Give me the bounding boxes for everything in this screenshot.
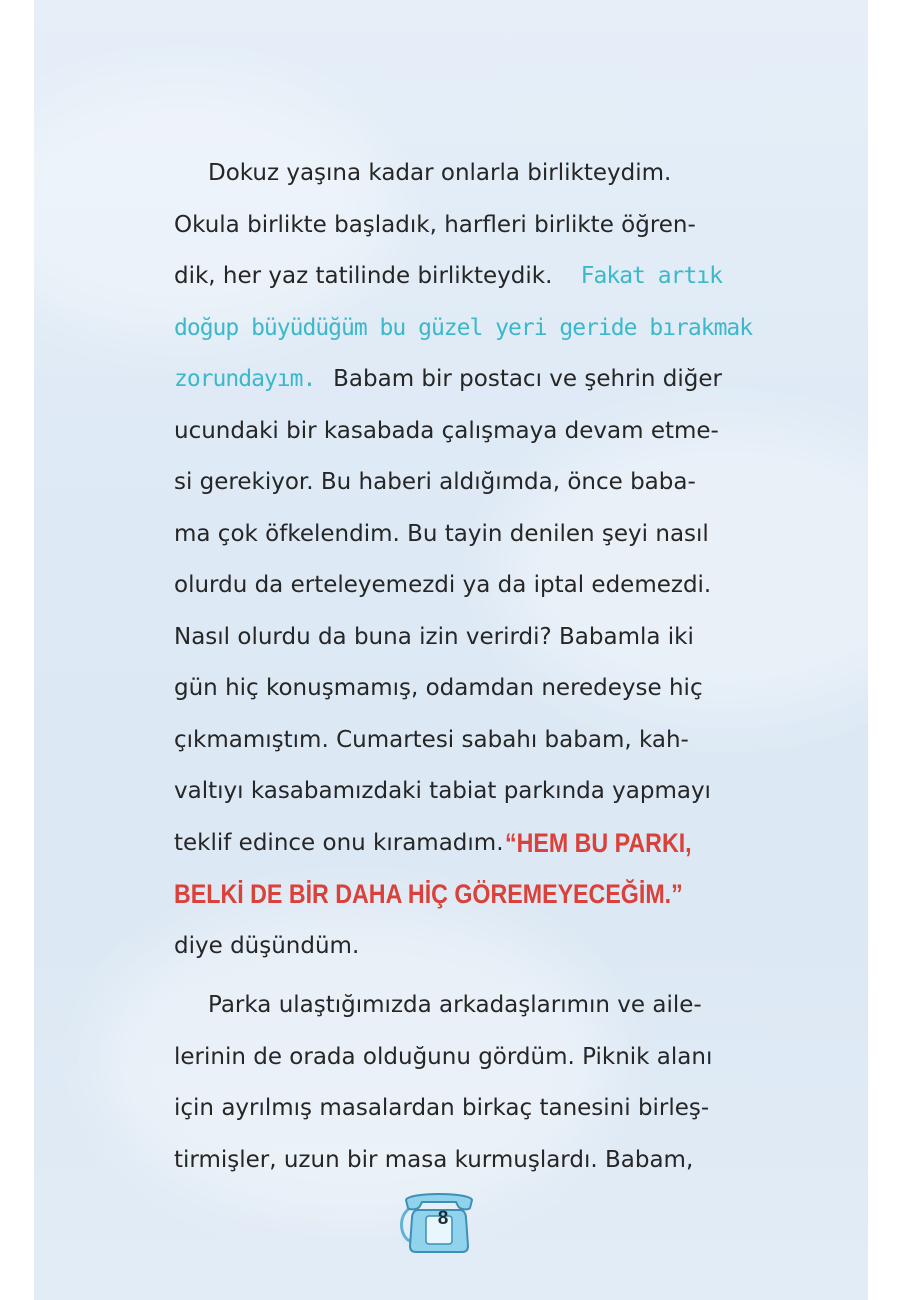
text-line: ucundaki bir kasabada çalışmaya devam etme-: [174, 417, 719, 444]
story-text: [174, 148, 753, 1186]
highlighted-phrase: doğup büyüdüğüm bu güzel yeri geride bırakmak: [174, 314, 753, 341]
highlighted-phrase: Fakat artık: [580, 263, 722, 289]
text-line: si gerekiyor. Bu haberi aldığımda, önce baba-: [174, 469, 696, 495]
text-line: tirmişler, uzun bir masa kurmuşlardı. Babam,: [174, 1146, 694, 1173]
text-line: [174, 869, 722, 921]
quote-emphasis: “HEM BU PARKI,: [504, 827, 692, 858]
text-line: Okula birlikte başladık, harfleri birlikte öğren-: [174, 211, 696, 238]
text-line: valtıyı kasabamızdaki tabiat parkında yapmayı: [174, 778, 711, 804]
text-line: ma çok öfkelendim. Bu tayin denilen şeyi nasıl: [174, 520, 709, 547]
text-line: zorundayım. Babam bir postacı ve şehrin diğer: [174, 354, 722, 406]
text-line: Nasıl olurdu da buna izin verirdi? Babamla iki: [174, 623, 694, 650]
text-line: dik, her yaz tatilinde birlikteydik. Fakat artık: [174, 251, 722, 303]
quote-emphasis: BELKİ DE BİR DAHA HİÇ GÖREMEYECEĞİM.”: [174, 879, 683, 909]
page-number: 8: [437, 1208, 449, 1229]
text-line: gün hiç konuşmamış, odamdan neredeyse hiç: [174, 675, 703, 701]
text-line: için ayrılmış masalardan birkaç tanesini birleş-: [174, 1095, 710, 1121]
book-page: [34, 0, 868, 1300]
text-line: [174, 303, 753, 355]
text-line: teklif edince onu kıramadım. “HEM BU PARKI,: [174, 818, 722, 870]
highlighted-phrase: zorundayım.: [174, 366, 316, 392]
text-line: Dokuz yaşına kadar onlarla birlikteydim.: [208, 160, 672, 186]
text-line: çıkmamıştım. Cumartesi sabahı babam, kah-: [174, 726, 689, 753]
text-line: Parka ulaştığımızda arkadaşlarımın ve aile-: [208, 992, 702, 1018]
text-line: diye düşündüm.: [174, 932, 360, 959]
text-line: olurdu da erteleyemezdi ya da iptal edemezdi.: [174, 572, 712, 598]
page-number-badge: [396, 1186, 482, 1256]
text-line: lerinin de orada olduğunu gördüm. Piknik alanı: [174, 1043, 713, 1070]
